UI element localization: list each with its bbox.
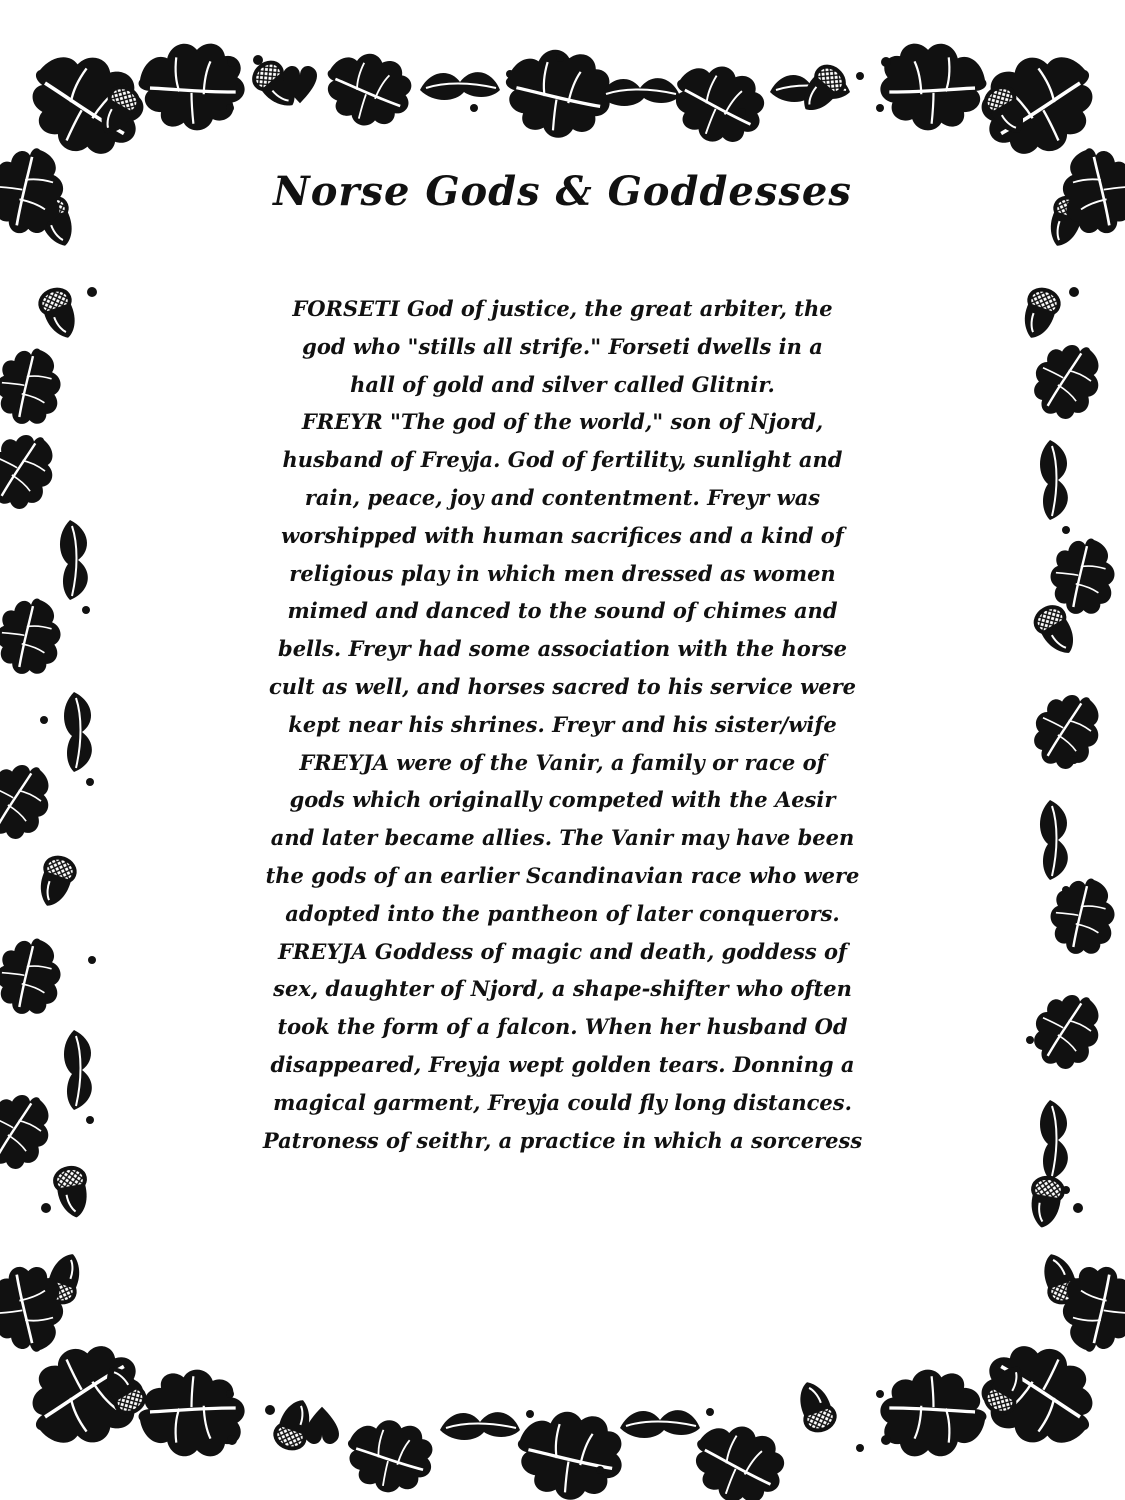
- corner-top-right: [868, 27, 1125, 251]
- text-line: and later became allies. The Vanir may have been: [270, 825, 855, 851]
- text-line: the gods of an earlier Scandinavian race who were: [265, 862, 860, 888]
- text-line: FORSETI God of justice, the great arbiter, the: [292, 296, 833, 321]
- text-line: cult as well, and horses sacred to his service were: [268, 673, 857, 699]
- left-border: [0, 286, 97, 1220]
- text-line: hall of gold and silver called Glitnir.: [350, 371, 775, 397]
- text-line: sex, daughter of Njord, a shape-shifter who often: [273, 976, 852, 1002]
- text-line: FREYJA Goddess of magic and death, goddess of: [278, 938, 847, 964]
- right-border: [1017, 286, 1121, 1230]
- top-border: [249, 41, 864, 146]
- corner-bottom-right: [868, 1249, 1125, 1473]
- text-line: disappeared, Freyja wept golden tears. Donning a: [270, 1051, 855, 1077]
- text-line: kept near his shrines. Freyr and his sister/wife: [288, 711, 837, 737]
- text-line: gods which originally competed with the Aesir: [289, 787, 836, 813]
- body-text: [190, 290, 935, 1159]
- text-line: FREYJA were of the Vanir, a family or race of: [299, 749, 826, 775]
- text-line: husband of Freyja. God of fertility, sunlight and: [282, 447, 843, 473]
- corner-bottom-left: [0, 1249, 257, 1473]
- text-line: took the form of a falcon. When her husband Od: [277, 1014, 848, 1040]
- text-line: Patroness of seithr, a practice in which a sorceress: [262, 1127, 863, 1153]
- text-line: god who "stills all strife." Forseti dwells in a: [302, 333, 823, 359]
- corner-top-left: [0, 27, 257, 251]
- text-line: magical garment, Freyja could fly long distances.: [273, 1089, 852, 1115]
- page-title: Norse Gods & Goddesses: [273, 168, 852, 215]
- text-line: religious play in which men dressed as women: [289, 560, 836, 586]
- text-line: adopted into the pantheon of later conquerors.: [285, 900, 840, 926]
- bottom-border: [265, 1377, 864, 1500]
- text-line: mimed and danced to the sound of chimes and: [287, 598, 838, 624]
- text-line: bells. Freyr had some association with the horse: [278, 636, 847, 662]
- text-line: worshipped with human sacrifices and a kind of: [281, 522, 844, 548]
- text-line: rain, peace, joy and contentment. Freyr was: [304, 484, 821, 510]
- text-line: FREYR "The god of the world," son of Njord,: [301, 409, 824, 435]
